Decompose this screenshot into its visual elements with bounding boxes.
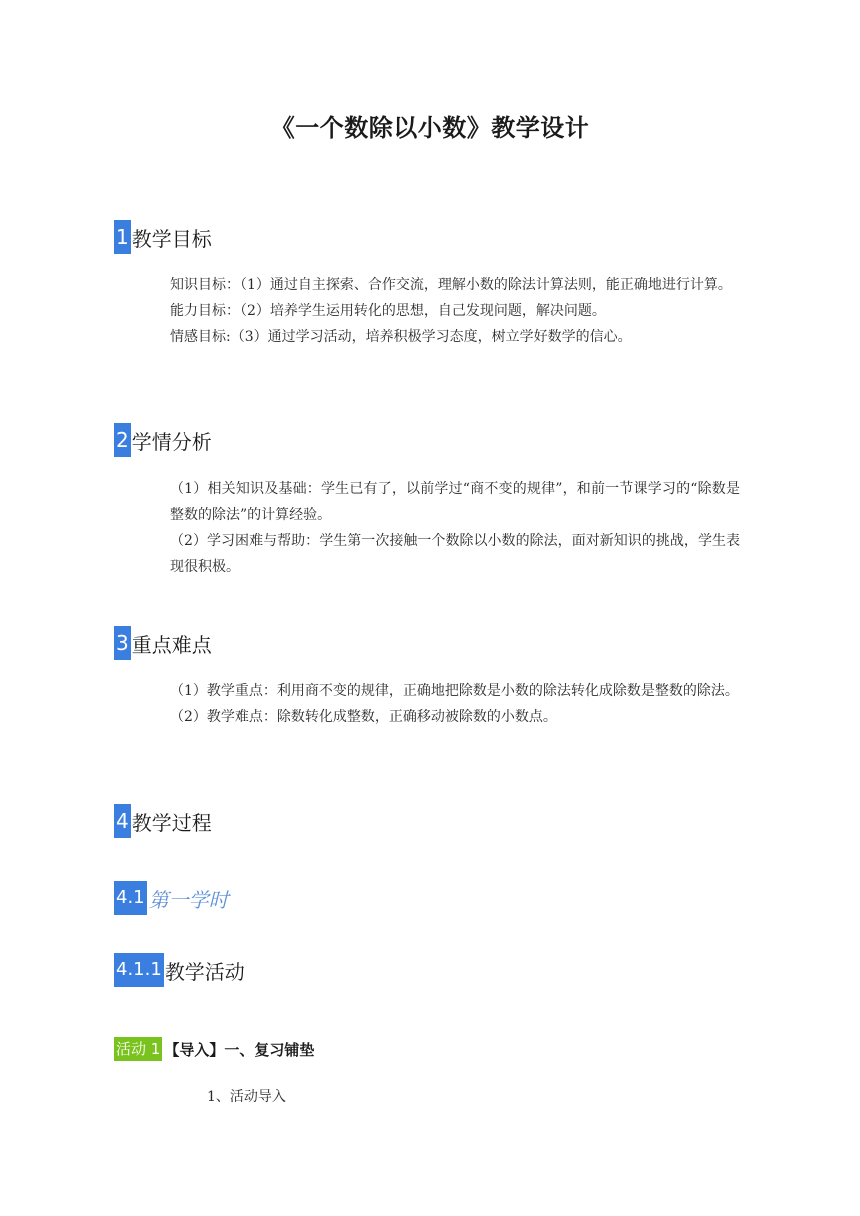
section-title: 学情分析	[131, 429, 212, 454]
activity-badge: 活动 1	[114, 1037, 162, 1061]
section-heading-student-analysis	[114, 423, 212, 457]
subsection-heading	[114, 953, 245, 987]
section-title: 教学过程	[131, 810, 212, 835]
paragraph: （2）教学难点：除数转化成整数，正确移动被除数的小数点。	[170, 709, 557, 725]
section-number-badge: 1	[114, 220, 131, 254]
subsection-number-badge: 4.1.1	[114, 953, 164, 987]
section-number-badge: 2	[114, 423, 131, 457]
section-heading-key-difficulties	[114, 626, 212, 660]
activity-item: 1、活动导入	[207, 1089, 286, 1105]
page-title: 《一个数除以小数》教学设计	[270, 114, 590, 142]
section-body-teaching-goals	[170, 272, 740, 350]
section-number-badge: 4	[114, 804, 131, 838]
lesson-title: 第一学时	[148, 887, 229, 912]
section-heading-teaching-process	[114, 804, 212, 838]
paragraph: 情感目标:（3）通过学习活动，培养积极学习态度，树立学好数学的信心。	[170, 329, 632, 345]
paragraph: （1）教学重点：利用商不变的规律，正确地把除数是小数的除法转化成除数是整数的除法。	[170, 683, 739, 699]
lesson-number-badge: 4.1	[114, 881, 147, 915]
section-title: 教学目标	[131, 226, 212, 251]
subsection-title: 教学活动	[164, 959, 245, 984]
section-body-student-analysis	[170, 476, 740, 580]
paragraph: 能力目标：（2）培养学生运用转化的思想，自己发现问题，解决问题。	[170, 303, 606, 319]
paragraph: 知识目标：（1）通过自主探索、合作交流，理解小数的除法计算法则，能正确地进行计算。	[170, 277, 732, 293]
paragraph: （1）相关知识及基础：学生已有了，以前学过“商不变的规律”，和前一节课学习的“除数是整数的除法”的计算经验。	[170, 481, 740, 523]
activity-title: 【导入】一、复习铺垫	[164, 1040, 315, 1059]
section-title: 重点难点	[131, 632, 212, 657]
section-number-badge: 3	[114, 626, 131, 660]
lesson-heading	[114, 881, 229, 915]
section-heading-teaching-goals	[114, 220, 212, 254]
activity-heading	[114, 1037, 314, 1061]
section-body-key-difficulties	[170, 678, 740, 730]
paragraph: （2）学习困难与帮助：学生第一次接触一个数除以小数的除法，面对新知识的挑战，学生表现很积极。	[170, 533, 740, 575]
